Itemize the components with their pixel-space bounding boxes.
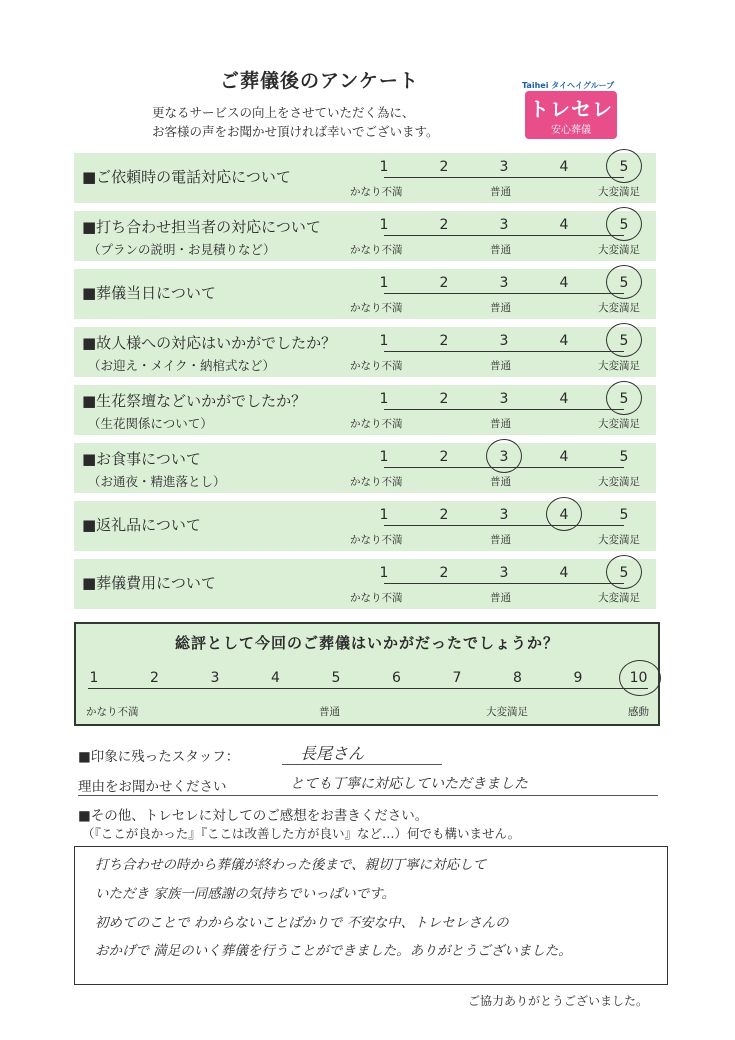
question-text: ■返礼品について	[82, 516, 201, 534]
question-row	[74, 501, 656, 551]
reason-underline	[78, 795, 658, 796]
summary-option[interactable]: 1	[89, 670, 99, 686]
question-text: ■ご依頼時の電話対応について	[82, 168, 291, 186]
scale-label-mid: 普通	[490, 186, 511, 198]
question-text: ■葬儀当日について	[82, 284, 216, 302]
comment-line: おかげで 満足のいく葬儀を行うことができました。ありがとうございました。	[95, 943, 572, 959]
summary-option[interactable]: 5	[331, 670, 341, 686]
question-row	[74, 269, 656, 319]
brand-sub: 安心葬儀	[551, 125, 591, 136]
scale-line	[384, 293, 624, 294]
selected-mark[interactable]	[606, 265, 642, 299]
scale-label-low: かなり不満	[350, 360, 403, 372]
scale-option[interactable]: 5	[619, 159, 629, 175]
selected-mark[interactable]	[606, 555, 642, 589]
scale-label-mid: 普通	[490, 302, 511, 314]
scale-line	[384, 235, 624, 236]
comment-line: 初めてのことで わからないことばかりで 不安な中、トレセレさんの	[95, 915, 509, 931]
scale-label-high: 大変満足	[598, 418, 640, 430]
intro-line-2: お客様の声をお聞かせ頂ければ幸いでございます。	[152, 124, 439, 139]
scale-option[interactable]: 4	[559, 391, 569, 407]
scale-label-low: かなり不満	[350, 186, 403, 198]
scale-option[interactable]: 3	[499, 449, 509, 465]
scale-option[interactable]: 2	[439, 507, 449, 523]
staff-value[interactable]: 長尾さん	[300, 744, 365, 763]
question-subtext: （お迎え・メイク・納棺式など）	[88, 358, 276, 373]
comments-hint: （『ここが良かった』『ここは改善した方が良い』など…）何でも構いません。	[82, 826, 521, 841]
question-text: ■お食事について	[82, 450, 201, 468]
scale-label-mid: 普通	[490, 244, 511, 256]
brand-name: トレセレ	[529, 97, 613, 121]
selected-mark[interactable]	[606, 381, 642, 415]
scale-option[interactable]: 4	[559, 565, 569, 581]
scale-option[interactable]: 5	[619, 391, 629, 407]
scale-option[interactable]: 1	[379, 391, 389, 407]
scale-line	[384, 525, 624, 526]
summary-selected-mark[interactable]	[619, 660, 661, 696]
scale-option[interactable]: 3	[499, 159, 509, 175]
scale-label-low: かなり不満	[350, 244, 403, 256]
scale-option[interactable]: 5	[619, 275, 629, 291]
scale-line	[384, 583, 624, 584]
question-row	[74, 327, 656, 377]
scale-option[interactable]: 5	[619, 449, 629, 465]
summary-label-mid: 普通	[319, 706, 340, 718]
scale-option[interactable]: 5	[619, 507, 629, 523]
summary-panel	[74, 622, 660, 726]
footer-thanks: ご協力ありがとうございました。	[468, 994, 649, 1008]
scale-label-mid: 普通	[490, 476, 511, 488]
question-text: ■生花祭壇などいかがでしたか？	[82, 392, 307, 410]
question-row	[74, 385, 656, 435]
scale-option[interactable]: 2	[439, 217, 449, 233]
scale-label-high: 大変満足	[598, 302, 640, 314]
scale-label-high: 大変満足	[598, 476, 640, 488]
scale-option[interactable]: 3	[499, 217, 509, 233]
scale-label-low: かなり不満	[350, 592, 403, 604]
scale-option[interactable]: 4	[559, 275, 569, 291]
scale-label-mid: 普通	[490, 534, 511, 546]
question-row	[74, 443, 656, 493]
question-text: ■打ち合わせ担当者の対応について	[82, 218, 321, 236]
scale-option[interactable]: 5	[619, 565, 629, 581]
scale-label-low: かなり不満	[350, 418, 403, 430]
scale-option[interactable]: 3	[499, 565, 509, 581]
scale-option[interactable]: 2	[439, 565, 449, 581]
reason-label: 理由をお聞かせください	[78, 779, 227, 795]
comment-line: いただき 家族一同感謝の気持ちでいっぱいです。	[95, 886, 396, 902]
scale-option[interactable]: 3	[499, 333, 509, 349]
summary-option[interactable]: 7	[452, 670, 462, 686]
scale-option[interactable]: 2	[439, 159, 449, 175]
summary-option[interactable]: 3	[210, 670, 220, 686]
summary-option[interactable]: 6	[392, 670, 401, 686]
scale-option[interactable]: 5	[619, 333, 629, 349]
scale-line	[384, 177, 624, 178]
scale-label-low: かなり不満	[350, 534, 403, 546]
summary-label-low: かなり不満	[86, 706, 139, 718]
scale-option[interactable]: 4	[559, 449, 569, 465]
staff-label: ■印象に残ったスタッフ：	[78, 749, 240, 765]
brand-logo	[525, 91, 617, 139]
scale-option[interactable]: 2	[439, 333, 449, 349]
question-row	[74, 559, 656, 609]
summary-option[interactable]: 10	[629, 670, 648, 686]
scale-option[interactable]: 4	[559, 217, 569, 233]
scale-line	[384, 351, 624, 352]
question-row	[74, 211, 656, 261]
comment-line: 打ち合わせの時から葬儀が終わった後まで、親切丁寧に対応して	[95, 857, 487, 873]
selected-mark[interactable]	[606, 149, 642, 183]
scale-option[interactable]: 3	[499, 391, 509, 407]
selected-mark[interactable]	[606, 207, 642, 241]
reason-value[interactable]: とても丁寧に対応していただきました	[290, 776, 528, 792]
summary-label-top: 感動	[628, 706, 649, 718]
scale-option[interactable]: 4	[559, 159, 569, 175]
summary-scale-line	[88, 688, 648, 689]
scale-option[interactable]: 3	[499, 275, 509, 291]
scale-option[interactable]: 4	[559, 507, 569, 523]
comments-box[interactable]	[74, 846, 668, 985]
scale-label-high: 大変満足	[598, 186, 640, 198]
scale-option[interactable]: 1	[379, 565, 389, 581]
summary-option[interactable]: 9	[573, 670, 583, 686]
scale-option[interactable]: 2	[439, 275, 449, 291]
scale-label-high: 大変満足	[598, 244, 640, 256]
selected-mark[interactable]	[486, 439, 522, 473]
scale-option[interactable]: 1	[379, 159, 389, 175]
scale-label-mid: 普通	[490, 592, 511, 604]
question-text: ■故人様への対応はいかがでしたか？	[82, 334, 337, 352]
scale-label-low: かなり不満	[350, 476, 403, 488]
scale-label-low: かなり不満	[350, 302, 403, 314]
selected-mark[interactable]	[546, 497, 582, 531]
scale-option[interactable]: 1	[379, 449, 389, 465]
scale-option[interactable]: 1	[379, 217, 389, 233]
summary-option[interactable]: 4	[271, 670, 280, 686]
scale-label-high: 大変満足	[598, 534, 640, 546]
comments-label: ■その他、トレセレに対してのご感想をお書きください。	[78, 808, 429, 824]
scale-option[interactable]: 5	[619, 217, 629, 233]
intro-text	[152, 103, 439, 141]
scale-option[interactable]: 1	[379, 507, 389, 523]
scale-line	[384, 409, 624, 410]
page-title: ご葬儀後のアンケート	[220, 70, 419, 92]
selected-mark[interactable]	[606, 323, 642, 357]
scale-option[interactable]: 1	[379, 275, 389, 291]
summary-option[interactable]: 2	[150, 670, 159, 686]
summary-title: 総評として今回のご葬儀はいかがだったでしょうか？	[174, 634, 559, 652]
question-text: ■葬儀費用について	[82, 574, 216, 592]
scale-label-mid: 普通	[490, 360, 511, 372]
brand-group-logo: Taihei タイヘイグループ	[522, 81, 615, 90]
scale-label-mid: 普通	[490, 418, 511, 430]
scale-option[interactable]: 3	[499, 507, 509, 523]
summary-option[interactable]: 8	[513, 670, 522, 686]
scale-option[interactable]: 2	[439, 449, 449, 465]
question-subtext: （生花関係について）	[88, 416, 213, 431]
scale-label-high: 大変満足	[598, 360, 640, 372]
scale-option[interactable]: 4	[559, 333, 569, 349]
scale-option[interactable]: 1	[379, 333, 389, 349]
question-subtext: （お通夜・精進落とし）	[88, 474, 226, 489]
question-subtext: （プランの説明・お見積りなど）	[88, 242, 276, 257]
intro-line-1: 更なるサービスの向上をさせていただく為に、	[152, 105, 415, 120]
question-row	[74, 153, 656, 203]
scale-label-high: 大変満足	[598, 592, 640, 604]
scale-option[interactable]: 2	[439, 391, 449, 407]
staff-underline	[282, 764, 442, 765]
summary-label-high: 大変満足	[486, 706, 528, 718]
